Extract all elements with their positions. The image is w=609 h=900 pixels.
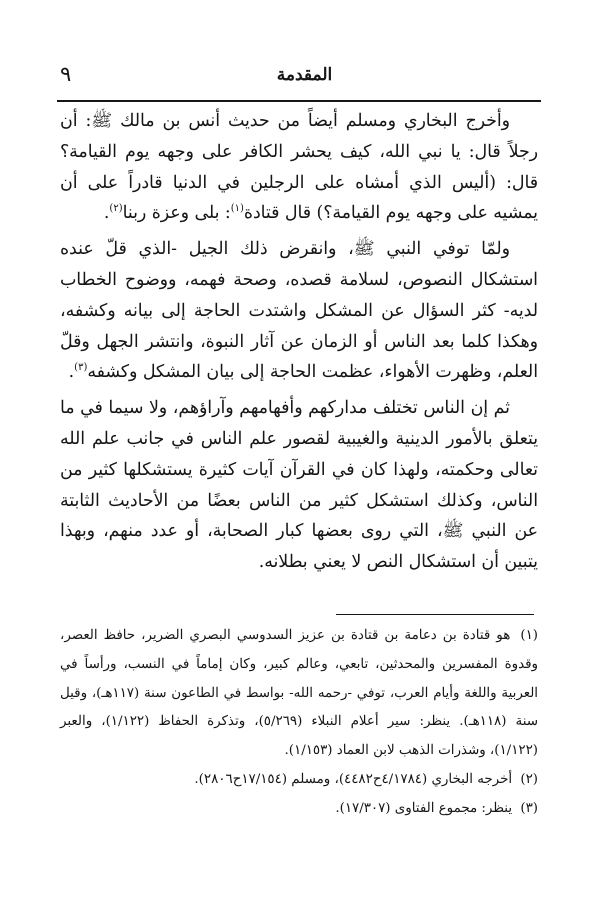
footnote-ref-1: (١) bbox=[230, 203, 244, 215]
footnote-3-text: ينظر: مجموع الفتاوى (١٧/٣٠٧). bbox=[335, 800, 513, 816]
footnote-3 bbox=[60, 795, 538, 824]
footnote-1-number: (١) bbox=[520, 628, 538, 643]
footnotes bbox=[60, 622, 538, 824]
footnote-1 bbox=[60, 622, 538, 766]
paragraph-1-text-cont: : بلى وعزة ربنا bbox=[122, 203, 231, 224]
paragraph-3: ثم إن الناس تختلف مداركهم وأفهامهم وآراؤهم، ولا سيما في ما يتعلق بالأمور الدينية والغيبية لقصور علم الناس في جانب علم الله تعالى وحكمته، ولهذا كان في القرآن آيات كثيرة يستشكلها كثير من الناس، وكذلك استشكل كثير من الناس بعضًا من الأحاديث الثابتة عن النبي ﷺ، التي روى بعضها كبار الصحابة، أو عدد منهم، وبهذا يتبين أن استشكال النص لا يعني بطلانه. bbox=[60, 398, 538, 573]
footnotes-divider bbox=[336, 614, 534, 615]
footnote-2-text: أخرجه البخاري (٤/١٧٨٤ح٤٤٨٢)، ومسلم (١٧/١٥٤ح٢٨٠٦). bbox=[194, 771, 513, 787]
header-divider bbox=[57, 100, 541, 102]
paragraph-1 bbox=[60, 106, 538, 229]
running-header-title: المقدمة bbox=[276, 65, 333, 85]
paragraph-2 bbox=[60, 234, 538, 388]
footnote-ref-2: (٢) bbox=[109, 203, 123, 215]
footnote-3-number: (٣) bbox=[520, 800, 538, 816]
paragraph-1-end: . bbox=[103, 203, 110, 224]
paragraph-1-text: وأخرج البخاري ومسلم أيضاً من حديث أنس بن مالك ﷺ: أن رجلاً قال: يا نبي الله، كيف يحشر الكافر على وجهه يوم القيامة؟ قال: (أليس الذي أمشاه على الرجلين في الدنيا قادراً على أن يمشيه على وجهه يوم القيامة؟) قال قتادة bbox=[60, 111, 538, 224]
page-number: ٩ bbox=[60, 62, 72, 86]
footnote-2 bbox=[60, 766, 538, 795]
footnote-ref-3: (٣) bbox=[74, 362, 88, 374]
footnote-1-text: هو قتادة بن دعامة بن قتادة بن عزيز السدوسي البصري الضرير، حافظ العصر، وقدوة المفسرين والمحدثين، تابعي، وعالم كبير، وكان إماماً في النسب، ورأساً في العربية واللغة وأيام العرب، توفي -رحمه الله- بواسط في الطاعون سنة (١١٧هـ)، وقيل سنة (١١٨هـ). ينظر: سير أعلام النبلاء (٥/٢٦٩)، وتذكرة الحفاظ (١/١٢٢)، والعبر (١/١٢٢)، وشذرات الذهب لابن العماد (١/١٥٣). bbox=[60, 628, 539, 759]
paragraph-2-end: . bbox=[68, 362, 75, 383]
paragraph-2-text: ولمّا توفي النبي ﷺ، وانقرض ذلك الجيل -الذي قلّ عنده استشكال النصوص، لسلامة قصده، وصحة فهمه، ووضوح الخطاب لديه- كثر السؤال عن المشكل واشتدت الحاجة إلى بيانه وكشفه، وهكذا كلما بعد الناس أو الزمان عن آثار النبوة، وانتشر الجهل وقلّ العلم، وظهرت الأهواء، عظمت الحاجة إلى بيان المشكل وكشفه bbox=[60, 239, 538, 383]
main-text bbox=[60, 106, 538, 578]
footnote-2-number: (٢) bbox=[520, 771, 538, 787]
